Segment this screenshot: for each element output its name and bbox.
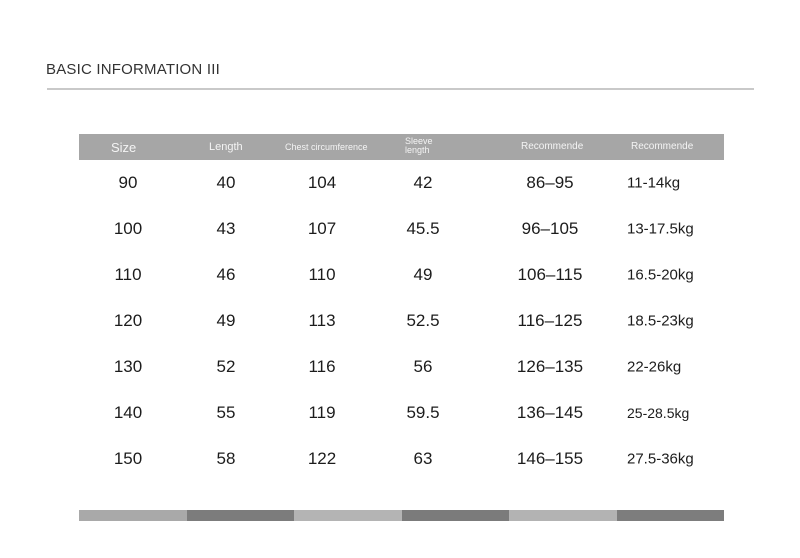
length-cell: 43 [216, 219, 236, 238]
header-recommended-weight: Recommende [631, 141, 694, 152]
sleeve-cell: 63 [413, 449, 433, 468]
header-recommended-height: Recommende [521, 141, 584, 152]
height-cell: 146–155 [516, 449, 584, 468]
sleeve-cell: 45.5 [406, 219, 440, 238]
chest-cell: 113 [308, 311, 336, 330]
size-cell: 100 [113, 219, 143, 238]
length-cell: 40 [216, 173, 236, 192]
header-length: Length [209, 140, 243, 153]
table-row [79, 206, 724, 252]
table-body [79, 160, 724, 482]
length-cell: 55 [216, 403, 236, 422]
bar-segment [294, 510, 402, 521]
weight-cell: 13-17.5kg [627, 220, 694, 238]
chest-cell: 122 [307, 449, 337, 468]
weight-cell: 18.5-23kg [627, 312, 694, 330]
bar-segment [187, 510, 295, 521]
sleeve-cell: 56 [413, 357, 433, 376]
length-cell: 58 [216, 449, 236, 468]
size-cell: 90 [118, 173, 138, 192]
section-title: BASIC INFORMATION III [46, 61, 220, 78]
size-cell: 140 [113, 403, 143, 422]
title-divider [47, 88, 754, 90]
header-size: Size [111, 139, 137, 155]
table-row [79, 298, 724, 344]
height-cell: 106–115 [517, 265, 583, 284]
length-cell: 52 [216, 357, 236, 376]
sleeve-cell: 52.5 [406, 311, 440, 330]
table-header [79, 134, 724, 160]
length-cell: 46 [216, 265, 236, 284]
size-cell: 130 [113, 357, 143, 376]
size-table [79, 134, 724, 482]
height-cell: 86–95 [526, 173, 574, 192]
weight-cell: 22-26kg [627, 358, 682, 376]
sleeve-cell: 59.5 [406, 403, 440, 422]
bar-segment [617, 510, 725, 521]
weight-cell: 11-14kg [627, 174, 681, 192]
sleeve-cell: 42 [413, 173, 433, 192]
bar-segment [79, 510, 187, 521]
table-row [79, 160, 724, 206]
size-cell: 150 [113, 449, 143, 468]
chest-cell: 107 [307, 219, 337, 238]
table-row [79, 344, 724, 390]
header-sleeve-length: Sleeve length [405, 136, 433, 155]
weight-cell: 25-28.5kg [627, 405, 690, 421]
bar-segment [402, 510, 510, 521]
chest-cell: 116 [308, 357, 336, 376]
chest-cell: 110 [308, 265, 336, 284]
header-chest-circumference: Chest circumference [285, 141, 368, 152]
bar-segment [509, 510, 617, 521]
size-cell: 120 [113, 311, 143, 330]
table-row [79, 252, 724, 298]
chest-cell: 104 [307, 173, 337, 192]
weight-cell: 27.5-36kg [627, 450, 694, 468]
bottom-decorative-bar [79, 510, 724, 521]
size-cell: 110 [114, 265, 142, 284]
sleeve-cell: 49 [413, 265, 433, 284]
chest-cell: 119 [308, 403, 336, 422]
height-cell: 116–125 [517, 311, 583, 330]
length-cell: 49 [216, 311, 236, 330]
weight-cell: 16.5-20kg [627, 266, 694, 284]
table-row [79, 390, 724, 436]
height-cell: 96–105 [521, 219, 579, 238]
height-cell: 136–145 [516, 403, 584, 422]
height-cell: 126–135 [516, 357, 584, 376]
table-row [79, 436, 724, 482]
